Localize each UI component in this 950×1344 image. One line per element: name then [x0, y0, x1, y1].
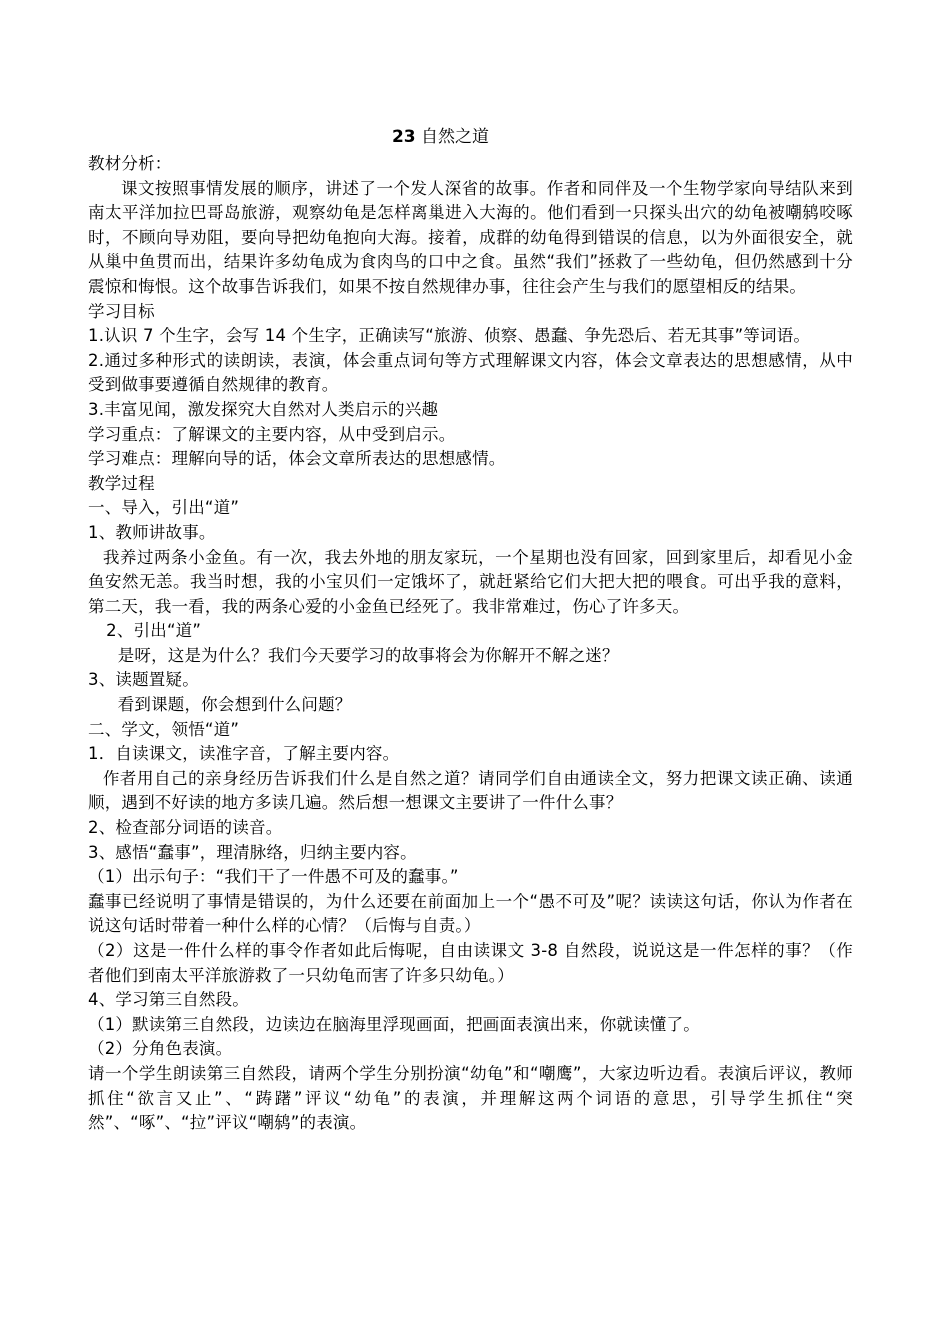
- section-2-item-1: 1．自读课文，读准字音，了解主要内容。: [88, 744, 400, 764]
- section-1-item-3: 3、读题置疑。: [88, 670, 199, 690]
- document-page: [88, 122, 853, 1136]
- section-2-item-2: 2、检查部分词语的读音。: [88, 818, 283, 838]
- section-2-item-3-sub-2: （2）这是一件什么样的事令作者如此后悔呢，自由读课文 3-8 自然段，说说这是一件怎样的事？（作者他们到南太平洋旅游救了一只幼龟而害了许多只幼龟。）: [88, 941, 853, 985]
- section-2-item-3: 3、感悟“蠢事”，理清脉络，归纳主要内容。: [88, 842, 417, 862]
- goal-1: 1.认识 7 个生字，会写 14 个生字，正确读写“旅游、侦察、愚蠢、争先恐后、若无其事”等词语。: [88, 326, 811, 346]
- analysis-heading: 教材分析：: [88, 154, 172, 173]
- section-2-item-3-sub-1-body: 蠢事已经说明了事情是错误的，为什么还要在前面加上一个“愚不可及”呢？读读这句话，你认为作者在说这句话时带着一种什么样的心情？（后悔与自责。）: [88, 891, 853, 936]
- goal-2: 2.通过多种形式的读朗读，表演，体会重点词句等方式理解课文内容，体会文章表达的思想感情，从中受到做事要遵循自然规律的教育。: [88, 350, 853, 395]
- section-2-item-4-sub-2: （2）分角色表演。: [88, 1039, 233, 1059]
- goal-3: 3.丰富见闻，激发探究大自然对人类启示的兴趣: [88, 399, 439, 419]
- document-title: [88, 122, 853, 152]
- section-2-item-1-body: 作者用自己的亲身经历告诉我们什么是自然之道？请同学们自由通读全文，努力把课文读正确、读通顺，遇到不好读的地方多读几遍。然后想一想课文主要讲了一件什么事？: [88, 768, 853, 813]
- difficult-point: 学习难点：理解向导的话，体会文章所表达的思想感情。: [88, 449, 506, 469]
- process-heading: 教学过程: [88, 473, 155, 493]
- section-2-heading: 二、学文，领悟“道”: [88, 719, 240, 739]
- section-2-item-4-sub-1: （1）默读第三自然段，边读边在脑海里浮现画面，把画面表演出来，你就读懂了。: [88, 1014, 700, 1034]
- section-1-heading: 一、导入，引出“道”: [88, 498, 240, 518]
- title-number: 23: [391, 127, 416, 147]
- section-2-item-4-body: 请一个学生朗读第三自然段，请两个学生分别扮演“幼龟”和“嘲鹰”，大家边听边看。表演后评议，教师抓住“欲言又止”、“踌躇”评议“幼龟”的表演，并理解这两个词语的意思，引导学生抓住“突然”、“啄”、“拉”评议“嘲鸫”的表演。: [88, 1063, 853, 1133]
- section-2-item-3-sub-1: （1）出示句子：“我们干了一件愚不可及的蠢事。”: [88, 867, 459, 887]
- analysis-body: 课文按照事情发展的顺序，讲述了一个发人深省的故事。作者和同伴及一个生物学家向导结队来到南太平洋加拉巴哥岛旅游，观察幼龟是怎样离巢进入大海的。他们看到一只探头出穴的幼龟被嘲鸫咬啄时，不顾向导劝阻，要向导把幼龟抱向大海。接着，成群的幼龟得到错误的信息，以为外面很安全，就从巢中鱼贯而出，结果许多幼龟成为食肉鸟的口中之食。虽然“我们”拯救了一些幼龟，但仍然感到十分震惊和悔恨。这个故事告诉我们，如果不按自然规律办事，往往会产生与我们的愿望相反的结果。: [88, 178, 853, 296]
- section-1-item-1: 1、教师讲故事。: [88, 522, 216, 542]
- section-1-item-2-body: 是呀，这是为什么？我们今天要学习的故事将会为你解开不解之迷？: [117, 645, 619, 665]
- key-point: 学习重点：了解课文的主要内容，从中受到启示。: [88, 424, 456, 444]
- section-1-item-1-body: 我养过两条小金鱼。有一次，我去外地的朋友家玩，一个星期也没有回家，回到家里后，却看见小金鱼安然无恙。我当时想，我的小宝贝们一定饿坏了，就赶紧给它们大把大把的喂食。可出乎我的意料，第二天，我一看，我的两条心爱的小金鱼已经死了。我非常难过，伤心了许多天。: [88, 547, 853, 616]
- section-2-item-4: 4、学习第三自然段。: [88, 990, 249, 1010]
- goals-heading: 学习目标: [88, 301, 155, 321]
- section-1-item-3-body: 看到课题，你会想到什么问题？: [117, 695, 352, 715]
- title-text: 自然之道: [415, 127, 490, 147]
- section-1-item-2: 2、引出“道”: [106, 621, 202, 641]
